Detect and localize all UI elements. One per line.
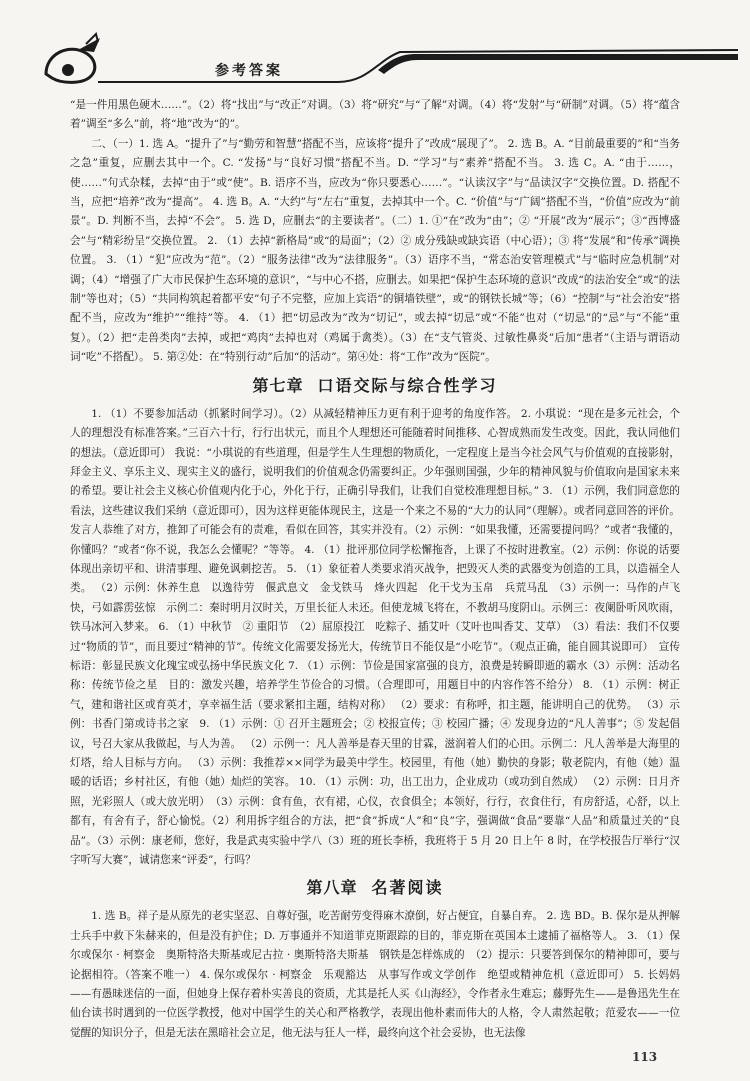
header-logo-icon [38, 30, 750, 94]
page-number: 113 [632, 1050, 658, 1064]
running-header-title: 参考答案 [215, 63, 283, 79]
chapter-heading [70, 373, 680, 399]
answer-paragraph: 1. （1）不要参加活动（抓紧时间学习）。（2）从减轻精神压力更有利于迎考的角度作答。 2. 小琪说：“现在是多元社会，个人的理想没有标准答案。”三百六十行，行行出状元，而且个人理想还可能随着时间推移、心智成熟而发生改变。因此，我认同他们的想法。（意近即可） 我说：“小琪说的有些道理，但是学生人生理想的物质化，一定程度上是当今社会风气与价值观的直接影射，拜金主义、享乐主义、现实主义的盛行，说明我们的价值观念仍需要纠正。少年强则国强，少年的精神风貌与价值取向是国家未来的希望。要让社会主义核心价值观内化于心，外化于行，正确引导我们，让我们自觉校准理想目标。” 3. （1）示例，我们同意您的看法，这些建议我们采纳（意近即可），因为这样更能体现民主，这是一个来之不易的“大力的认同”（理解）。或者同意回答的评价。发言人恭维了对方，推卸了可能会有的责难，看似在回答，其实并没有。（2）示例：“如果我懂，还需要提问吗？”或者“我懂的，你懂吗？”或者“你不说，我怎么会懂呢？”等等。 4. （1）批评那位同学松懈拖沓，上课了不按时进教室。（2）示例：你说的话要体现出亲切平和、讲清事理、避免讽刺挖苦。 5. （1）象征着人类要求消灭战争，把毁灭人类的武器变为创造的工具，以造福全人类。 （2）示例：休养生息 以逸待劳 偃武息文 金戈铁马 烽火四起 化干戈为玉帛 兵荒马乱 （3）示例一：马作的卢飞快，弓如霹雳弦惊 示例二：秦时明月汉时关，万里长征人未还。但使龙城飞将在，不教胡马度阴山。示例三：夜阑卧听风吹雨，铁马冰河入梦来。 6. （1）中秋节 ② 重阳节 （2）屈原投江 吃粽子、插艾叶（艾叶也叫香艾、艾草） （3）看法：我们不仅要过“物质的节”，而且要过“精神的节”。传统文化需要发扬光大，传统节日不能仅是“小吃节”。（观点正确，能自圆其说即可） 宣传标语：彰显民族文化瑰宝或弘扬中华民族文化 7. （1）示例：节俭是国家富强的良方，浪费是转瞬即逝的霸水（3）示例：活动名称：传统节俭之星 目的：激发兴趣，培养学生节俭合的习惯。（合理即可，用题目中的内容作答不给分） 8. （1）示例：树正气，建和谐社区或育英才，享幸福生活（要求紧扣主题，结构对称） （2）要求：有称呼，扣主题，能讲明自己的优势。 （3）示例：书香门第或诗书之家 9. （1）示例：① 召开主题班会；② 校报宣传；③ 校园广播；④ 发现身边的“凡人善事”；⑤ 发起倡议，号召大家从我做起，与人为善。 （2）示例一：凡人善举是春天里的甘霖，滋润着人们的心田。示例二：凡人善举是大海里的灯塔，给人目标与方向。 （3）示例：我推荐××同学为最美中学生。校园里，有他（她）勤快的身影；敬老院内，有他（她）温暖的话语；乡村社区，有他（她）灿烂的笑容。 10. （1）示例：功，出工出力，企业成功（或功到自然成） （2）示例：日月齐照，光彩照人（或大放光明） （3）示例：食有鱼，衣有裙，心仪，衣食俱全；本领好，行行，衣食住行，有房舒适，心舒，以上都有，有舍有子，舒心愉悦。（2）利用拆字组合的方法，把“食”拆成“人”和“良”字，强调做“食品”要靠“人品”和质量过关的“良品”。（3）示例：康老师，您好，我是武夷实验中学八（3）班的班长李桥，我班将于 5 月 20 日上午 8 时，在学校报告厅举行“汉字听写大赛”，诚请您来“评委”，行吗？ [70, 407, 680, 867]
answer-paragraph: 二、（一）1. 选 A。“提升了”与“勤劳和智慧”搭配不当，应该将“提升了”改成“展现了”。 2. 选 B。A. “目前最重要的”和“当务之急”重复，应删去其中一个。C. “发扬”与“良好习惯”搭配不当。D. “学习”与“素养”搭配不当。 3. 选 C。A. “由于……，使……”句式杂糅，去掉“由于”或“使”。B. 语序不当，应改为“你只要悉心……”。“认读汉字”与“品读汉字”交换位置。D. 搭配不当，应把“培养”改为“提高”。 4. 选 B。A. “大约”与“左右”重复，去掉其中一个。C. “价值”与“广阔”搭配不当，“价值”应改为“前景”。D. 判断不当，去掉“不会”。 5. 选 D，应删去“的主要读者”。（二）1. ①“在”改为“由”；② “开展”改为“展示”；③“西博盛会”与“精彩纷呈”交换位置。 2. （1）去掉“新格局”或“的局面”；（2）② 成分残缺或缺宾语（中心语）；③ 将“发展”和“传承”调换位置。 3. （1）“犯”应改为“范”。（2）“服务法律”改为“法律服务”。（3）语序不当，“常态治安管理模式”与“临时应急机制”对调；（4）“增强了广大市民保护生态环境的意识”，“与中心不搭，应删去。如果把“保护生态环境的意识”改成“的法治安全”或“的法制”等也对；（5）“共同构筑起着都平安”句子不完整，应加上宾语“的铜墙铁壁”，或“的钢铁长城”等；（6）“控制”与“社会治安”搭配不当，应改为“维护”“维持”等。 4. （1）把“切忌改为”改为“切记”，或去掉“切忌”或“不能”也对（“切忌”的“忌”与“不能”重复）。（2）把“走兽类肉”去掉，或把“鸡肉”去掉也对（鸡属于禽类）。（3）在“支气管炎、过敏性鼻炎”后加“患者”（主语与谓语动词“吃”不搭配）。 5. 第②处：在“特别行动”后加“的活动”。第④处：将“工作”改为“医院”。 [70, 137, 680, 364]
chapter-heading [70, 875, 680, 901]
page-header [0, 0, 750, 95]
chapter-title: 名著阅读 [371, 878, 444, 898]
chapter-title: 口语交际与综合性学习 [317, 375, 498, 395]
answer-content [70, 96, 680, 1076]
answer-paragraph: “是一件用黑色硬木……”。（2）将“找出”与“改正”对调。（3）将“研究”与“了解”对调。（4）将“发射”与“研制”对调。（5）将“蕴含着”调至“多么”前，将“地”改为“的”。 [70, 99, 680, 131]
answer-paragraph: 1. 选 B。祥子是从原先的老实坚忍、自尊好强，吃苦耐劳变得麻木潦倒，好占便宜，自暴自弃。 2. 选 BD。B. 保尔是从押解士兵手中救下朱赫来的，但是没有护住；D. 万事通并不知道菲克斯跟踪的目的，菲克斯在英国本土逮捕了福格等人。 3. （1）保尔或保尔 · 柯察金 奥斯特洛夫斯基或尼古拉 · 奥斯特洛夫斯基 钢铁是怎样炼成的 （2）提示：只要答到保尔的精神即可，要与论据相符。（答案不唯一） 4. 保尔或保尔 · 柯察金 乐观豁达 从事写作或文学创作 绝望或精神危机（意近即可） 5. 长妈妈——有愚昧迷信的一面，但她身上保存着朴实善良的资质，尤其是托人买《山海经》，令作者永生难忘；藤野先生——是鲁迅先生在仙台读书时遇到的一位医学教授，他对中国学生的关心和严格教学，表现出他朴素而伟大的人格，令人肃然起敬；范爱农——一位觉醒的知识分子，但是无法在黑暗社会立足，他无法与狂人一样，最终向这个社会妥协，也无法像 [70, 910, 680, 1039]
chapter-label: 第八章 [306, 878, 358, 898]
chapter-label: 第七章 [252, 375, 304, 395]
